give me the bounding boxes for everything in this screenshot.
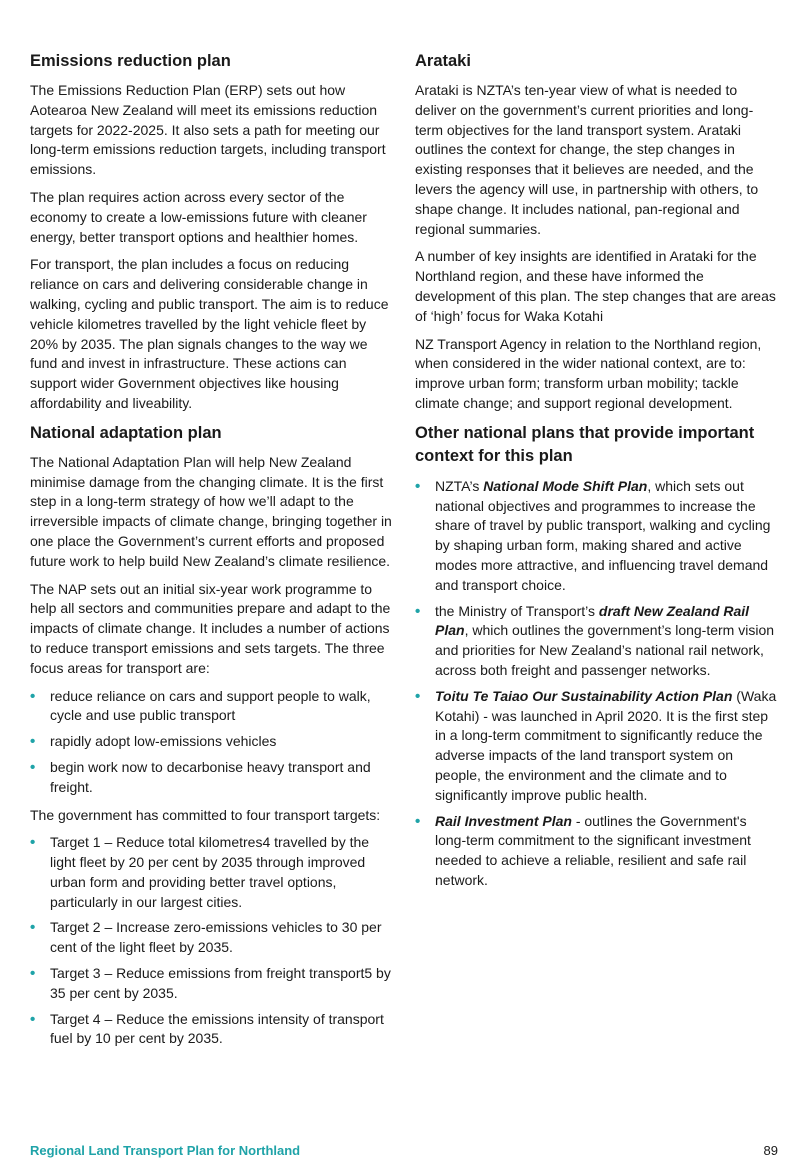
arataki-paragraph-3: NZ Transport Agency in relation to the Northland region, when considered in the wider national context, are to: improve urban form; transform urban mobility; tackle climate change; and support regional development. — [415, 335, 762, 411]
arataki-paragraph-1: Arataki is NZTA’s ten-year view of what is needed to deliver on the government’s current priorities and long-term objectives for the land transport system. Arataki outlines the context for change, the step changes in existing responses that it believes are needed, and the levers the agency will use, in partnership with others, to shape change. It includes national, pan-regional and regional summaries. — [415, 82, 759, 237]
arataki-heading: Arataki — [415, 52, 471, 70]
other-plans-heading: Other national plans that provide important context for this plan — [415, 423, 755, 465]
list-item: • Target 2 – Increase zero-emissions vehicles to 30 per cent of the light fleet by 2035. — [30, 918, 396, 958]
erp-paragraph-1: The Emissions Reduction Plan (ERP) sets out how Aotearoa New Zealand will meet its emissions reduction targets for 2022-2025. It also sets a path for meeting our long-term emissions reduction targets, including transport emissions. — [30, 82, 386, 178]
targets-intro: The government has committed to four transport targets: — [30, 806, 381, 823]
erp-paragraph-3: For transport, the plan includes a focus on reducing reliance on cars and delivering considerable change in walking, cycling and public transport. The aim is to reduce vehicle kilometres travelled by the light vehicle fleet by 20% by 2035. The plan signals changes to the way we fund and invest in infrastructure. These actions can support wider Government objectives like housing affordability and liveability. — [30, 256, 389, 411]
targets-list — [30, 833, 396, 1049]
list-item: • Target 1 – Reduce total kilometres4 travelled by the light fleet by 20 per cent by 2035 through improved urban form and providing better travel options, particularly in our largest cities. — [30, 833, 396, 912]
nap-paragraph-2: The NAP sets out an initial six-year work programme to help all sectors and communities prepare and adapt to the impacts of climate change. It includes a number of actions to reduce transport emissions and sets targets. The three focus areas for transport are: — [30, 580, 391, 676]
list-item: • Target 4 – Reduce the emissions intensity of transport fuel by 10 per cent by 2035. — [30, 1010, 396, 1050]
erp-heading: Emissions reduction plan — [30, 52, 231, 70]
list-item: • Target 3 – Reduce emissions from freight transport5 by 35 per cent by 2035. — [30, 964, 396, 1004]
plan-name: Rail Investment Plan — [435, 812, 572, 829]
nap-paragraph-1: The National Adaptation Plan will help New Zealand minimise damage from the changing climate. It is the first step in a long-term strategy of how we’ll adapt to the irreversible impacts of climate change, bringing together in one place the Government’s current efforts and proposed future work to help build New Zealand’s climate resilience. — [30, 453, 392, 569]
list-item: • begin work now to decarbonise heavy transport and freight. — [30, 758, 396, 798]
list-item: • rapidly adopt low-emissions vehicles — [30, 732, 396, 752]
focus-areas-list — [30, 687, 396, 798]
arataki-paragraph-2: A number of key insights are identified in Arataki for the Northland region, and these have informed the development of this plan. The step changes that are areas of ‘high’ focus for Waka Kotahi — [415, 248, 776, 324]
plan-name: Toitu Te Taiao Our Sustainability Action Plan — [435, 687, 733, 704]
list-item: • the Ministry of Transport’s draft New Zealand Rail Plan, which outlines the government’s long-term vision and priorities for New Zealand’s national rail network, across both freight and passenger networks. — [415, 602, 779, 681]
plan-name: draft New Zealand Rail Plan — [435, 602, 750, 639]
erp-paragraph-2: The plan requires action across every sector of the economy to create a low-emissions future with cleaner energy, better transport options and healthier homes. — [30, 188, 367, 245]
other-plans-list — [415, 477, 779, 891]
nap-heading: National adaptation plan — [30, 423, 222, 442]
footer-document-title: Regional Land Transport Plan for Northland — [30, 1143, 301, 1158]
list-item: • reduce reliance on cars and support people to walk, cycle and use public transport — [30, 687, 396, 727]
list-item: • Rail Investment Plan - outlines the Government's long-term commitment to the significant investment needed to achieve a reliable, resilient and safe rail network. — [415, 812, 779, 891]
list-item: • Toitu Te Taiao Our Sustainability Action Plan (Waka Kotahi) - was launched in April 2020. It is the first step in a long-term commitment to significantly reduce the adverse impacts of the land transport system on people, the environment and the climate and to significantly improve public health. — [415, 687, 779, 806]
page-number: 89 — [763, 1143, 778, 1158]
left-column — [30, 50, 396, 1057]
right-column — [415, 50, 779, 899]
plan-name: National Mode Shift Plan — [483, 477, 648, 494]
list-item: • NZTA’s National Mode Shift Plan, which sets out national objectives and programmes to increase the share of travel by public transport, walking and cycling by shaping urban form, making shared and active modes more attractive, and influencing travel demand and transport choice. — [415, 477, 779, 596]
